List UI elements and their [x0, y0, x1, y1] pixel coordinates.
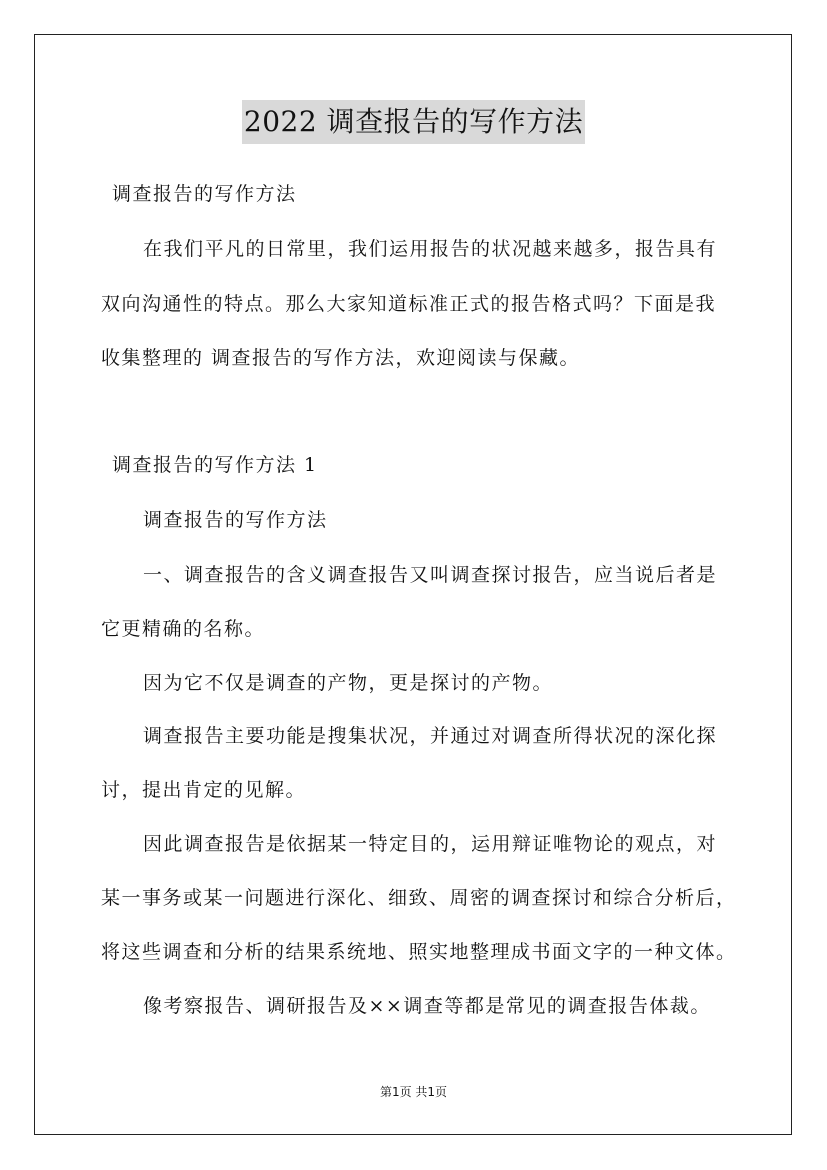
paragraph-line: 因此调查报告是依据某一特定目的，运用辩证唯物论的观点，对	[143, 833, 718, 855]
paragraph-line: 在我们平凡的日常里，我们运用报告的状况越来越多，报告具有	[143, 238, 718, 260]
paragraph-line: 收集整理的 调查报告的写作方法，欢迎阅读与保藏。	[101, 347, 581, 369]
title-container	[0, 100, 827, 144]
subtitle-line: 调查报告的写作方法	[112, 183, 297, 205]
paragraph-line: 讨，提出肯定的见解。	[101, 779, 307, 801]
paragraph-line: 一、调查报告的含义调查报告又叫调查探讨报告，应当说后者是	[143, 564, 718, 586]
paragraph-line: 像考察报告、调研报告及××调查等都是常见的调查报告体裁。	[143, 995, 711, 1017]
paragraph-line: 双向沟通性的特点。那么大家知道标准正式的报告格式吗？下面是我	[101, 293, 717, 315]
section-heading: 调查报告的写作方法 1	[112, 454, 318, 476]
page-footer: 第1页 共1页	[379, 1085, 448, 1099]
paragraph-line: 因为它不仅是调查的产物，更是探讨的产物。	[143, 672, 554, 694]
paragraph-line: 调查报告主要功能是搜集状况，并通过对调查所得状况的深化探	[143, 725, 718, 747]
section-subheading: 调查报告的写作方法	[143, 509, 328, 531]
paragraph-line: 将这些调查和分析的结果系统地、照实地整理成书面文字的一种文体。	[101, 941, 737, 963]
document-title: 2022 调查报告的写作方法	[242, 100, 585, 144]
paragraph-line: 它更精确的名称。	[101, 618, 266, 640]
paragraph-line: 某一事务或某一问题进行深化、细致、周密的调查探讨和综合分析后，	[101, 887, 737, 909]
